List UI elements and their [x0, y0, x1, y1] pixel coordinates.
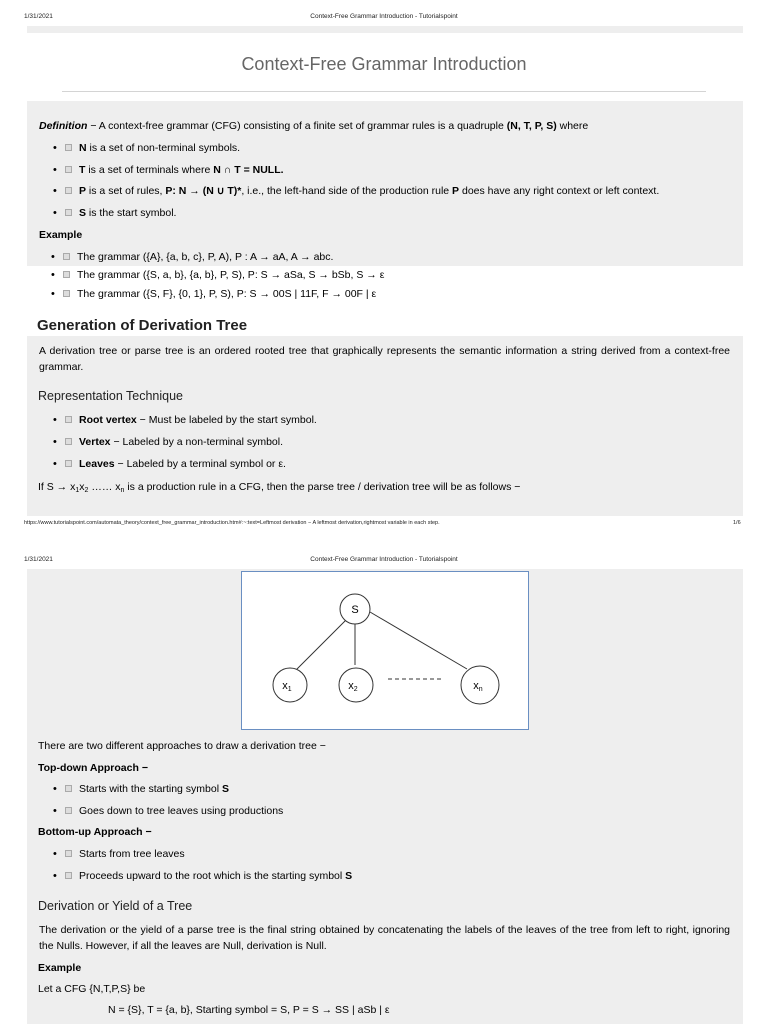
list-item: • P is a set of rules, P: N → (N ∪ T)*, i.e., the left-hand side of the production rule P does have any right context or left context.: [53, 185, 660, 197]
cfg-line: Let a CFG {N,T,P,S} be: [38, 983, 146, 995]
bullet-icon: [63, 271, 70, 278]
definition-line: Definition − A context-free grammar (CFG) consisting of a finite set of grammar rules is a quadruple (N, T, P, S) where: [39, 120, 589, 132]
approaches-intro: There are two different approaches to draw a derivation tree −: [38, 740, 326, 752]
yield-paragraph: The derivation or the yield of a parse tree is the final string obtained by concatenating the labels of the leaves of the tree from left to right, ignoring the Nulls. However, if all the leaves are Null, derivation is Null.: [39, 924, 730, 952]
bullet-icon: [65, 144, 72, 151]
section-paragraph: A derivation tree or parse tree is an ordered rooted tree that graphically represents the semantic information a string derived from a context-free grammar.: [39, 345, 730, 373]
footer-url: https://www.tutorialspoint.com/automata_theory/context_free_grammar_introduction.htm#:~:text=Leftmost derivation − A leftmost derivation,rightmost variable in each step.: [24, 520, 440, 526]
section-title: Generation of Derivation Tree: [37, 317, 248, 334]
example-label: Example: [38, 962, 82, 974]
bottomup-label: Bottom-up Approach −: [38, 826, 152, 838]
list-item: • T is a set of terminals where N ∩ T = NULL.: [53, 164, 284, 176]
leaf-node: [461, 666, 499, 704]
bullet-icon: [65, 438, 72, 445]
list-item: • Vertex − Labeled by a non-terminal symbol.: [53, 436, 284, 448]
derivation-tree-diagram: [242, 572, 528, 729]
bullet-icon: [65, 807, 72, 814]
leaf-label: x2: [348, 680, 358, 693]
cfg-definition: N = {S}, T = {a, b}, Starting symbol = S, P = S → SS | aSb | ε: [108, 1004, 390, 1016]
print-title: Context-Free Grammar Introduction - Tutorialspoint: [310, 13, 458, 20]
list-item: • Leaves − Labeled by a terminal symbol or ε.: [53, 458, 286, 470]
title-divider: [62, 91, 706, 92]
bullet-icon: [65, 785, 72, 792]
list-item: • N is a set of non-terminal symbols.: [53, 142, 241, 154]
page1-header: [0, 13, 768, 23]
page-title: Context-Free Grammar Introduction: [241, 54, 527, 74]
production-rule-line: If $S \to x_1x_2$ …… $x_n$ is a production rule in a CFG, then the parse tree / derivation tree will be as follows −: [38, 481, 521, 494]
print-title: Context-Free Grammar Introduction - Tutorialspoint: [310, 556, 458, 563]
tree-edge: [297, 617, 349, 669]
list-item: • Goes down to tree leaves using productions: [53, 805, 284, 817]
page2-header: [0, 556, 768, 566]
leaf-node: [339, 668, 373, 702]
list-item: • S is the start symbol.: [53, 207, 177, 219]
list-item: • The grammar ({A}, {a, b, c}, P, A), P : A → aA, A → abc.: [51, 251, 334, 263]
list-item: • The grammar ({S, a, b}, {a, b}, P, S), P: S → aSa, S → bSb, S → ε: [51, 269, 385, 281]
bullet-icon: [65, 166, 72, 173]
subsection-title: Derivation or Yield of a Tree: [38, 899, 193, 913]
bullet-icon: [65, 187, 72, 194]
list-item: • Proceeds upward to the root which is the starting symbol S: [53, 870, 353, 882]
bullet-icon: [63, 253, 70, 260]
list-item: • Root vertex − Must be labeled by the start symbol.: [53, 414, 317, 426]
leaf-label: x1: [282, 680, 292, 693]
derivation-tree-figure: [241, 571, 529, 730]
topdown-label: Top-down Approach −: [38, 762, 148, 774]
subsection-title: Representation Technique: [38, 389, 184, 403]
root-label: S: [351, 604, 359, 616]
bullet-icon: [65, 850, 72, 857]
tree-edge: [370, 612, 467, 669]
bullet-icon: [63, 290, 70, 297]
print-date: 1/31/2021: [24, 556, 53, 563]
bullet-icon: [65, 460, 72, 467]
leaf-label: xn: [473, 680, 483, 693]
definition-label: Definition: [39, 120, 88, 132]
example-label: Example: [39, 229, 83, 241]
bullet-icon: [65, 209, 72, 216]
list-item: • The grammar ({S, F}, {0, 1}, P, S), P: S → 00S | 11F, F → 00F | ε: [51, 288, 377, 300]
print-date: 1/31/2021: [24, 13, 53, 20]
list-item: • Starts with the starting symbol S: [53, 783, 229, 795]
top-bar: [27, 26, 743, 33]
page1-footer: [0, 520, 768, 530]
bullet-icon: [65, 416, 72, 423]
bullet-icon: [65, 872, 72, 879]
list-item: • Starts from tree leaves: [53, 848, 185, 860]
leaf-node: [273, 668, 307, 702]
page-number: 1/6: [733, 520, 741, 526]
